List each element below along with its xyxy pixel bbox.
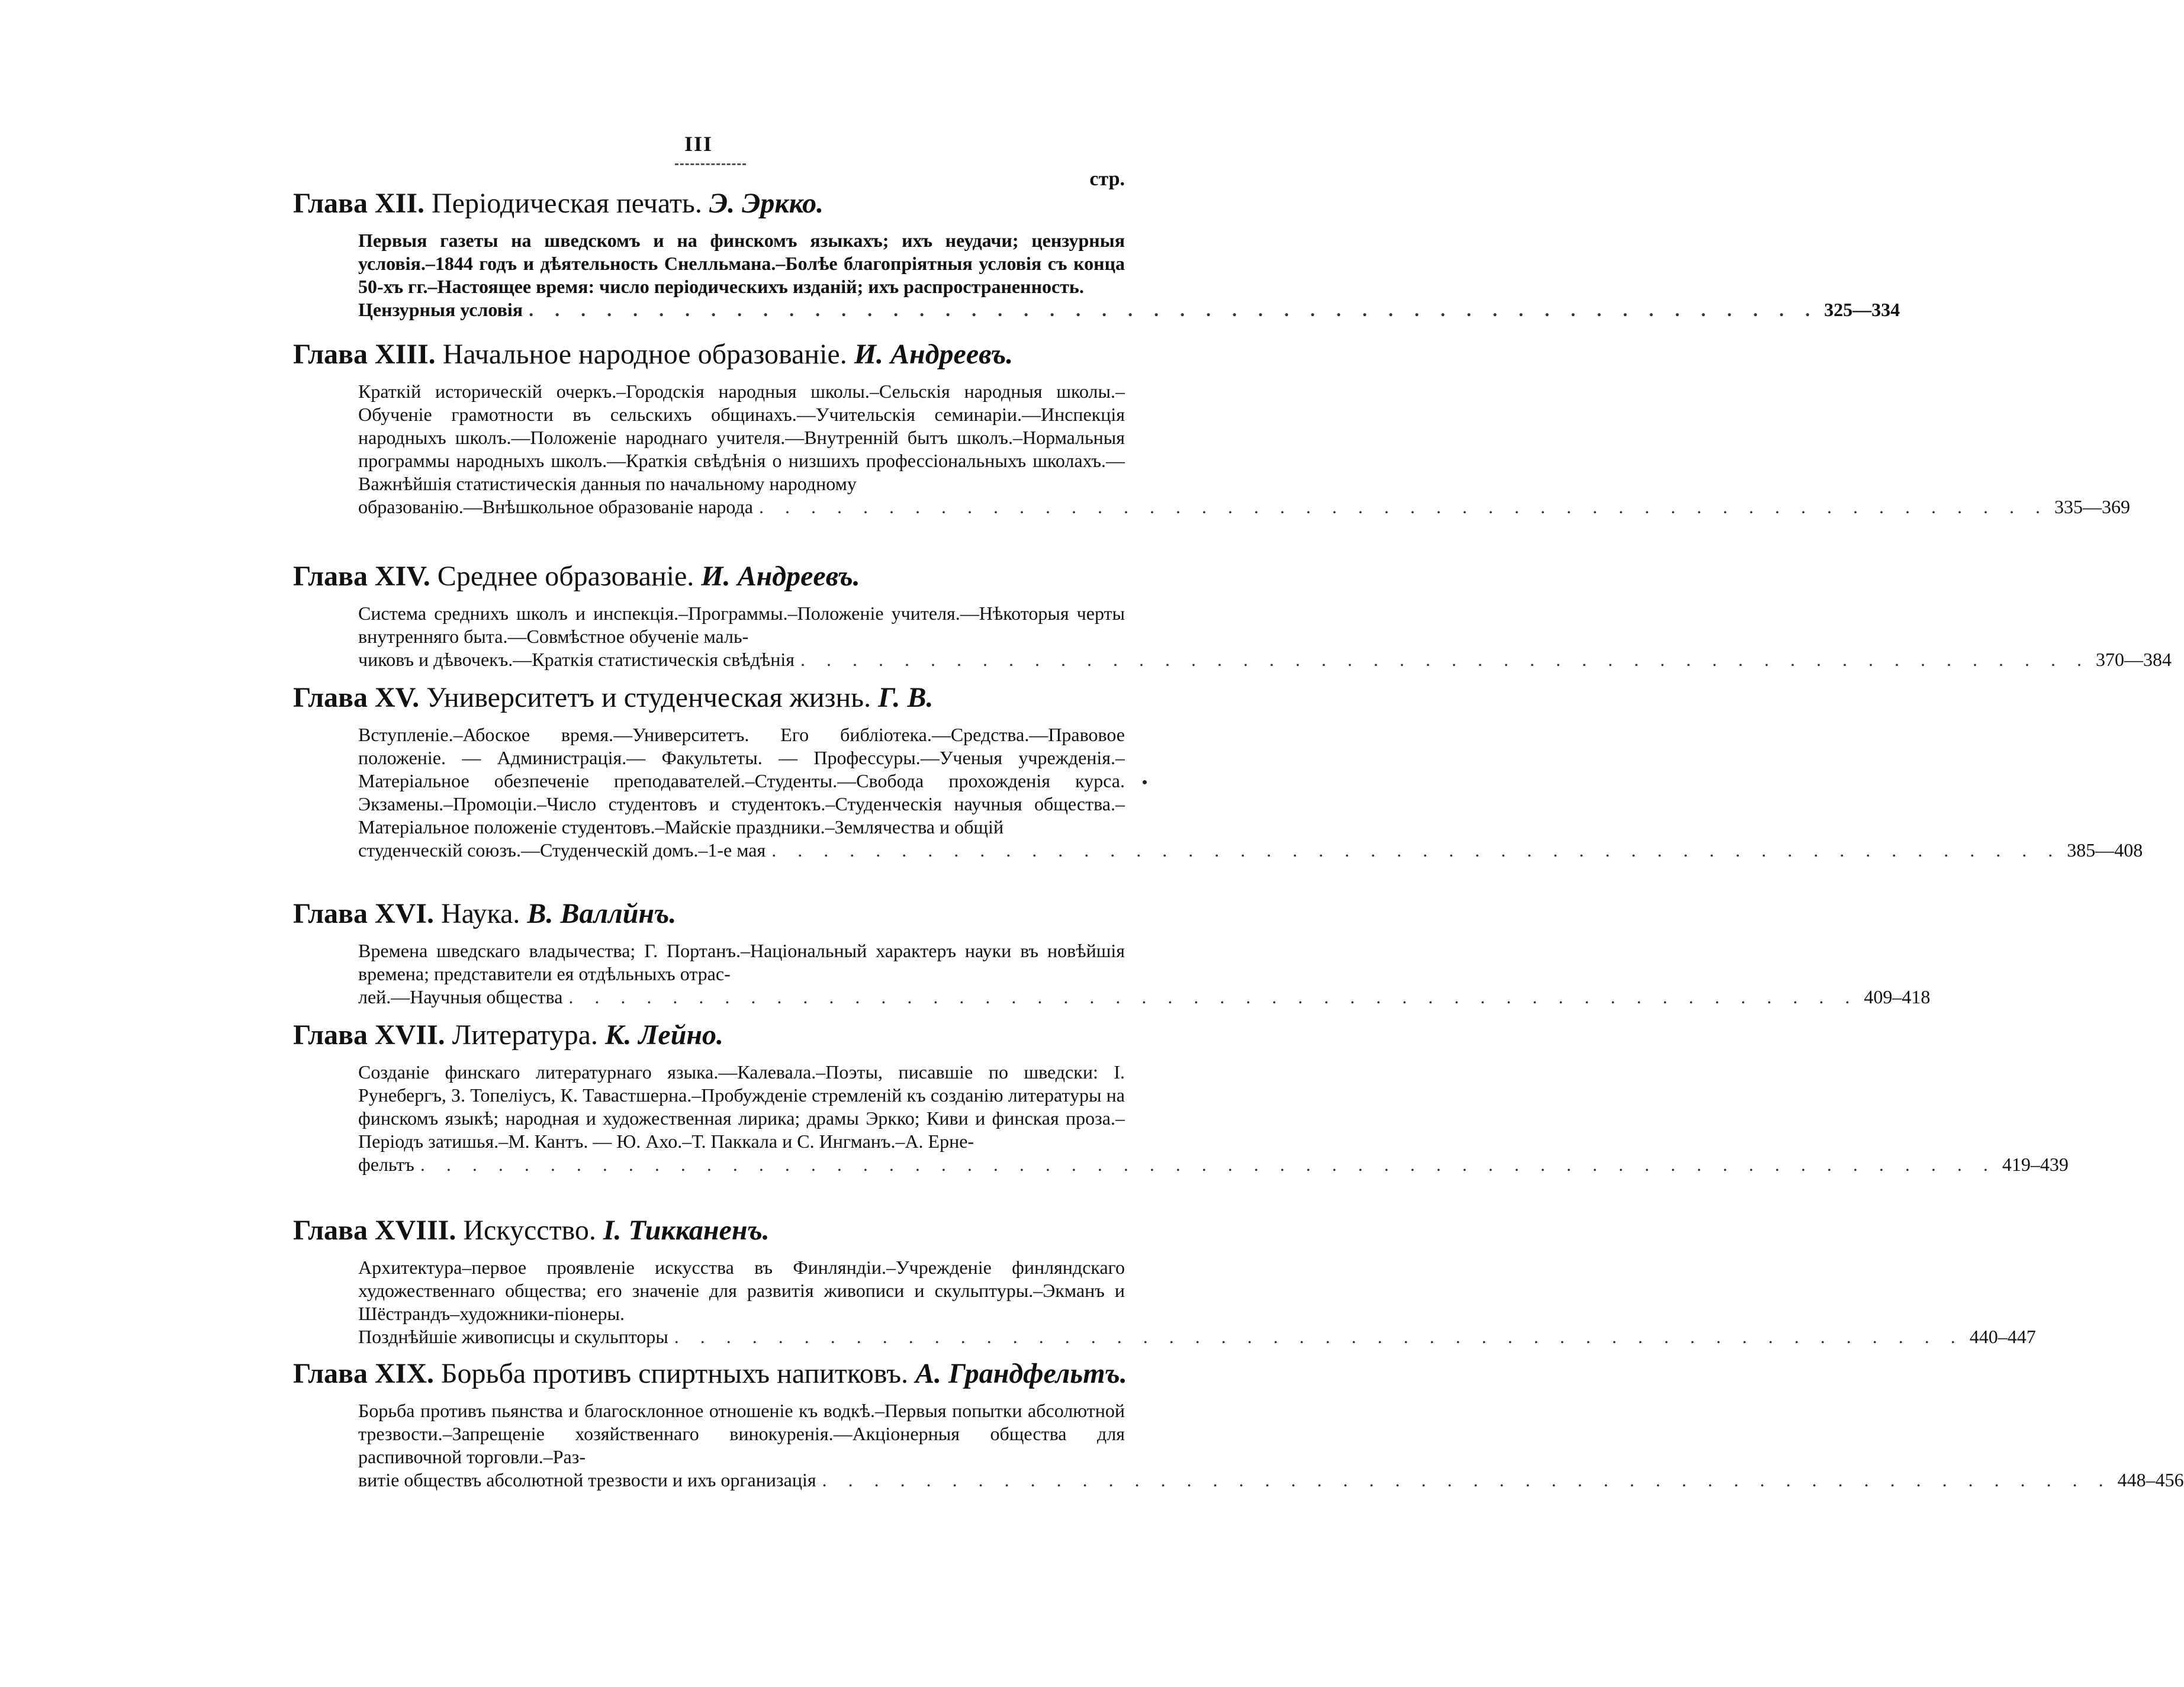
chapter-summary-text: Первыя газеты на шведскомъ и на финскомъ языкахъ; ихъ неудачи; цензурныя условія.–1844 годъ и дѣятельность Снелльмана.–Болѣе благопріятныя условія съ конца 50-хъ гг.–Настоящее время: число періодическихъ изданій; ихъ распространенность. — [358, 230, 1125, 297]
chapter-number: Глава XIX. — [293, 1358, 434, 1389]
chapter-heading — [293, 1213, 1125, 1248]
chapter-summary-text: Времена шведскаго владычества; Г. Портанъ.–Національный характеръ науки въ новѣйшія времена; представители ея отдѣльныхъ отрас- — [358, 940, 1125, 984]
chapter-author: Э. Эркко. — [709, 188, 824, 219]
chapter-leader-line — [358, 839, 2143, 862]
chapter-author: А. Грандфельтъ. — [915, 1358, 1127, 1389]
chapter-author: В. Валлйнъ. — [527, 898, 677, 929]
chapter-pages: 370—384 — [2096, 649, 2172, 670]
chapter-entry — [293, 681, 2143, 862]
chapter-leader-line — [358, 495, 2130, 519]
chapter-title: Борьба противъ спиртныхъ напитковъ. — [440, 1358, 909, 1389]
chapter-author: К. Лейно. — [604, 1019, 724, 1051]
page-number-rule — [675, 163, 746, 165]
chapter-entry — [293, 559, 2172, 671]
chapter-summary-last-line: лей.—Научныя общества — [358, 986, 563, 1007]
chapter-pages: 325—334 — [1824, 299, 1900, 320]
chapter-leader-line — [358, 1469, 2184, 1492]
chapter-heading — [293, 897, 1125, 931]
chapter-author: И. Андреевъ. — [701, 561, 860, 592]
chapter-summary-text: Борьба противъ пьянства и благосклонное отношеніе къ водкѣ.–Первыя попытки абсолютной трезвости.–Запрещеніе хозяйственнаго винокуренія.—Акціонерныя общества для распивочной торговли.–Раз- — [358, 1400, 1125, 1467]
chapter-heading — [293, 1357, 1125, 1391]
chapter-summary — [358, 229, 1900, 321]
chapter-summary-last-line: фельтъ — [358, 1154, 414, 1175]
chapter-summary — [358, 1399, 2184, 1492]
chapter-summary-last-line: студенческій союзъ.—Студенческій домъ.–1-е мая — [358, 839, 766, 861]
chapter-summary-last-line: Позднѣйшіе живописцы и скульпторы — [358, 1326, 668, 1347]
chapter-summary-text: Система среднихъ школъ и инспекція.–Программы.–Положеніе учителя.—Нѣкоторыя черты внутренняго быта.—Совмѣстное обученіе маль- — [358, 603, 1125, 647]
chapter-entry — [293, 186, 1900, 321]
chapter-summary — [358, 723, 2143, 862]
chapter-number: Глава XII. — [293, 188, 424, 219]
chapter-leader-line — [358, 986, 1931, 1009]
dot-leader: . . . . . . . . . . . . . . . . . . . . . . . . . . . . . . . . . . . . . . . . . . . . . . . . . . — [771, 839, 2061, 861]
dot-leader: . . . . . . . . . . . . . . . . . . . . . . . . . . . . . . . . . . . . . . . . . . . . . . . . . . — [674, 1326, 1964, 1347]
chapter-heading — [293, 559, 1125, 594]
chapter-summary — [358, 1061, 2069, 1176]
chapter-summary-last-line: образованію.—Внѣшкольное образованіе народа — [358, 496, 753, 517]
pages-column-label: стр. — [1089, 168, 1125, 190]
chapter-number: Глава XVI. — [293, 898, 434, 929]
chapter-summary — [358, 602, 2172, 671]
dot-leader: . . . . . . . . . . . . . . . . . . . . . . . . . . . . . . . . . . . . . . . . . . . . . . . . . . — [800, 649, 2090, 670]
dot-leader: . . . . . . . . . . . . . . . . . . . . . . . . . . . . . . . . . . . . . . . . . . . . . . . . . . . . . . . . . . . . . — [420, 1154, 1996, 1175]
dot-leader: . . . . . . . . . . . . . . . . . . . . . . . . . . . . . . . . . . . . . . . . . . . . . . . . . . — [568, 986, 1858, 1007]
chapter-title: Наука. — [440, 898, 520, 929]
chapter-pages: 335—369 — [2054, 496, 2130, 517]
chapter-author: Г. В. — [878, 682, 934, 713]
chapter-summary-last-line: чиковъ и дѣвочекъ.—Краткія статистическія свѣдѣнія — [358, 649, 795, 670]
chapter-pages: 385—408 — [2067, 839, 2143, 861]
chapter-leader-line — [358, 648, 2172, 671]
chapter-title: Среднее образованіе. — [437, 561, 694, 592]
chapter-heading — [293, 337, 1125, 372]
chapter-summary-text: Созданіе финскаго литературнаго языка.—Калевала.–Поэты, писавшіе по шведски: І. Рунебергъ, З. Топеліусъ, К. Тавастшерна.–Пробужденіе стремленій къ созданію литературы на финскомъ языкѣ; народная и художественная лирика; драмы Эркко; Киви и финская проза.–Періодъ затишья.–М. Кантъ. — Ю. Ахо.–Т. Паккала и С. Ингманъ.–А. Ерне- — [358, 1061, 1125, 1152]
chapter-entry — [293, 337, 2130, 519]
chapter-number: Глава XIV. — [293, 561, 430, 592]
chapter-heading — [293, 1018, 1125, 1052]
chapter-summary — [358, 1256, 2036, 1348]
chapter-title: Начальное народное образованіе. — [442, 339, 847, 370]
chapter-leader-line — [358, 1153, 2069, 1176]
chapter-summary — [358, 380, 2130, 519]
chapter-pages: 448–456 — [2117, 1469, 2184, 1490]
chapter-pages: 419–439 — [2002, 1154, 2069, 1175]
chapter-summary-last-line: витіе обществъ абсолютной трезвости и ихъ организація — [358, 1469, 816, 1490]
chapter-title: Періодическая печать. — [432, 188, 702, 219]
dot-leader: . . . . . . . . . . . . . . . . . . . . . . . . . . . . . . . . . . . . . . . . . . . . . . . . . . — [529, 299, 1819, 320]
chapter-title: Литература. — [452, 1019, 598, 1051]
chapter-number: Глава XVII. — [293, 1019, 445, 1051]
chapter-summary-text: Краткій историческій очеркъ.–Городскія народныя школы.–Сельскія народныя школы.–Обученіе грамотности въ сельскихъ общинахъ.—Учительскія семинаріи.—Инспекція народныхъ школъ.—Положеніе народнаго учителя.—Внутренній бытъ школъ.–Нормальныя программы народныхъ школъ.—Краткія свѣдѣнія о низшихъ профессіональныхъ школахъ.—Важнѣйшія статистическія данныя по начальному народному — [358, 381, 1125, 494]
chapter-author: И. Андреевъ. — [854, 339, 1014, 370]
chapter-pages: 440–447 — [1969, 1326, 2036, 1347]
chapter-number: Глава XVIII. — [293, 1215, 456, 1246]
chapter-author: І. Тикканенъ. — [603, 1215, 770, 1246]
chapter-leader-line — [358, 298, 1900, 321]
chapter-summary-text: Архитектура–первое проявленіе искусства въ Финляндіи.–Учрежденіе финляндскаго художественнаго общества; его значеніе для развитія живописи и скульптуры.–Экманъ и Шёстрандъ–художники-піонеры. — [358, 1257, 1125, 1324]
chapter-leader-line — [358, 1325, 2036, 1348]
chapter-entry — [293, 1213, 2036, 1348]
chapter-number: Глава XIII. — [293, 339, 436, 370]
chapter-heading — [293, 186, 1125, 221]
dot-leader: . . . . . . . . . . . . . . . . . . . . . . . . . . . . . . . . . . . . . . . . . . . . . . . . . . — [822, 1469, 2112, 1490]
chapter-entry — [293, 1357, 2184, 1492]
chapter-title: Университетъ и студенческая жизнь. — [426, 682, 871, 713]
chapter-entry — [293, 1018, 2069, 1176]
chapter-number: Глава XV. — [293, 682, 420, 713]
chapter-summary — [358, 939, 1931, 1009]
stray-dot — [1143, 780, 1147, 784]
chapter-entry — [293, 897, 1931, 1009]
chapter-title: Искусство. — [463, 1215, 596, 1246]
page-number: III — [684, 132, 713, 156]
chapter-summary-last-line: Цензурныя условія — [358, 299, 523, 320]
dot-leader: . . . . . . . . . . . . . . . . . . . . . . . . . . . . . . . . . . . . . . . . . . . . . . . . . . — [758, 496, 2048, 517]
chapter-pages: 409–418 — [1864, 986, 1931, 1007]
chapter-heading — [293, 681, 1125, 715]
chapter-summary-text: Вступленіе.–Абоское время.—Университетъ. Его библіотека.—Средства.—Правовое положеніе. — Администрація.— Факультеты. — Профессуры.—Ученыя учрежденія.–Матеріальное обезпеченіе преподавателей.–Студенты.—Свобода прохожденія курса. Экзамены.–Промоціи.–Число студентовъ и студентокъ.–Студенческія научныя общества.–Матеріальное положеніе студентовъ.–Майскіе праздники.–Землячества и общій — [358, 724, 1125, 838]
